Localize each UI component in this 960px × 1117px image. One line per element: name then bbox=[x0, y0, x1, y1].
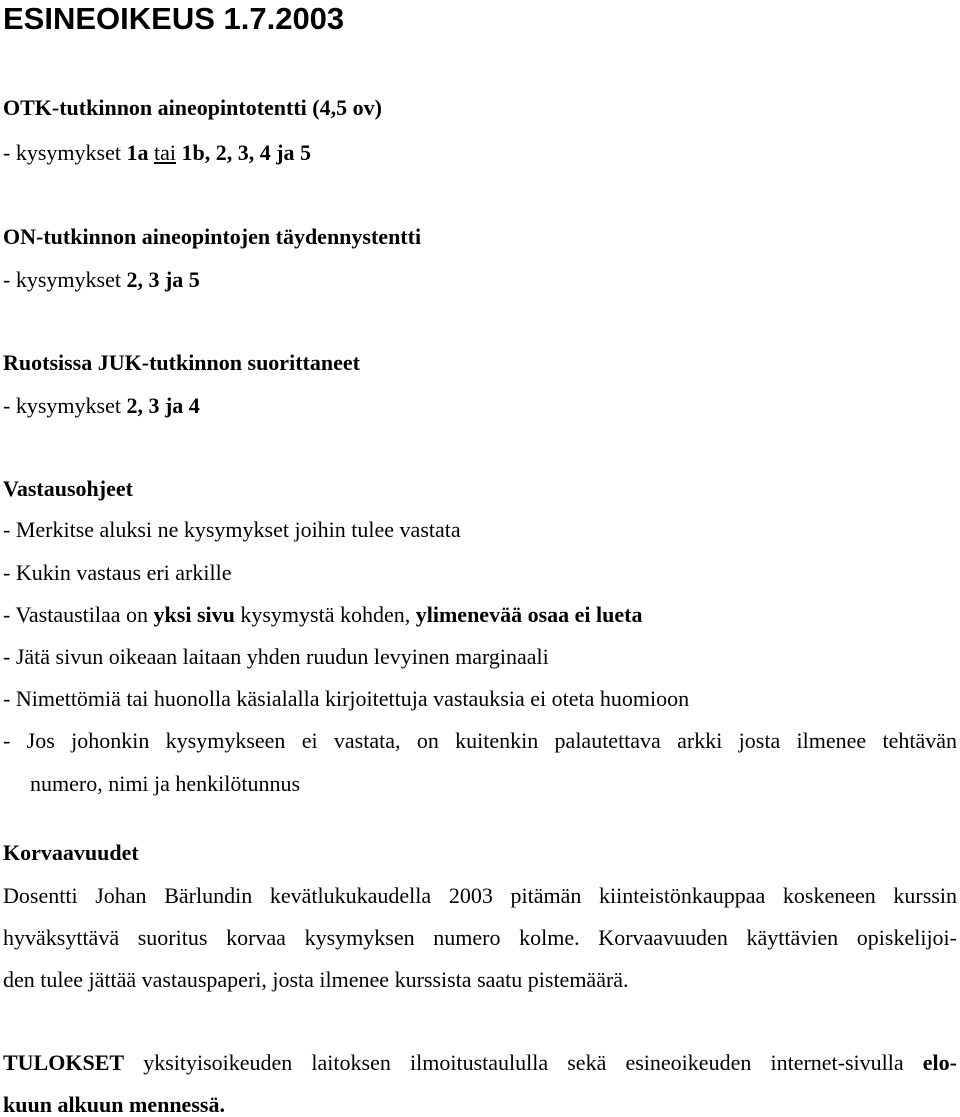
tulokset-label: TULOKSET bbox=[3, 1050, 125, 1075]
instruction-item bbox=[3, 604, 642, 626]
or-word: tai bbox=[153, 140, 176, 165]
question-numbers: 2, 3 ja 5 bbox=[126, 267, 200, 292]
instruction-item bbox=[3, 730, 957, 752]
tulokset-line-2: kuun alkuun mennessä. bbox=[3, 1092, 225, 1117]
otk-questions-line bbox=[3, 142, 311, 164]
question-1a: 1a bbox=[126, 140, 149, 165]
dash: - bbox=[3, 602, 16, 627]
instruction-bold: ylimenevää osaa ei lueta bbox=[415, 602, 643, 627]
instruction-text: Jätä sivun oikeaan laitaan yhden ruudun levyinen marginaali bbox=[15, 644, 549, 669]
dash: - bbox=[3, 686, 16, 711]
instruction-text: Merkitse aluksi ne kysymykset joihin tulee vastata bbox=[15, 517, 461, 542]
questions-prefix: kysymykset bbox=[15, 393, 127, 418]
dash: - bbox=[3, 267, 16, 292]
tulokset-line bbox=[3, 1052, 957, 1074]
instruction-item bbox=[3, 562, 232, 584]
dash: - bbox=[3, 517, 16, 542]
korvaavuudet-paragraph-line: hyväksyttävä suoritus korvaa kysymyksen numero kolme. Korvaavuuden käyttävien opiskelijoi- bbox=[3, 925, 957, 950]
document-title: ESINEOIKEUS 1.7.2003 bbox=[3, 1, 345, 36]
korvaavuudet-paragraph-line: den tulee jättää vastauspaperi, josta ilmenee kurssista saatu pistemäärä. bbox=[3, 967, 629, 992]
otk-heading: OTK-tutkinnon aineopintotentti (4,5 ov) bbox=[3, 95, 382, 120]
dash: - bbox=[3, 560, 16, 585]
dash: - bbox=[3, 728, 27, 753]
dash: - bbox=[3, 140, 16, 165]
ruotsi-heading: Ruotsissa JUK-tutkinnon suorittaneet bbox=[3, 350, 360, 375]
instruction-text: Kukin vastaus eri arkille bbox=[15, 560, 232, 585]
on-heading: ON-tutkinnon aineopintojen täydennystentti bbox=[3, 224, 422, 249]
questions-prefix: kysymykset bbox=[15, 140, 127, 165]
instruction-item bbox=[3, 519, 461, 541]
instruction-text: Vastaustilaa on bbox=[15, 602, 154, 627]
instruction-text: Jos johonkin kysymykseen ei vastata, on kuitenkin palautettava arkki josta ilmenee tehtävän bbox=[26, 728, 957, 753]
questions-prefix: kysymykset bbox=[15, 267, 127, 292]
instruction-bold: yksi sivu bbox=[153, 602, 235, 627]
on-questions-line bbox=[3, 269, 200, 291]
instruction-text: Nimettömiä tai huonolla käsialalla kirjoitettuja vastauksia ei oteta huomioon bbox=[15, 686, 690, 711]
instruction-item bbox=[3, 646, 549, 668]
dash: - bbox=[3, 644, 16, 669]
questions-rest: 1b, 2, 3, 4 ja 5 bbox=[181, 140, 312, 165]
korvaavuudet-paragraph-line: Dosentti Johan Bärlundin kevätlukukaudella 2003 pitämän kiinteistönkauppaa koskeneen kurssin bbox=[3, 883, 957, 908]
ruotsi-questions-line bbox=[3, 395, 200, 417]
question-numbers: 2, 3 ja 4 bbox=[126, 393, 200, 418]
tulokset-text: yksityisoikeuden laitoksen ilmoitustaululla sekä esineoikeuden internet-sivulla bbox=[124, 1050, 923, 1075]
instruction-continuation: numero, nimi ja henkilötunnus bbox=[30, 771, 301, 796]
instruction-text: kysymystä kohden, bbox=[234, 602, 416, 627]
dash: - bbox=[3, 393, 16, 418]
instructions-heading: Vastausohjeet bbox=[3, 476, 133, 501]
korvaavuudet-heading: Korvaavuudet bbox=[3, 840, 139, 865]
tulokset-bold-end: elo- bbox=[922, 1050, 957, 1075]
instruction-item bbox=[3, 688, 689, 710]
